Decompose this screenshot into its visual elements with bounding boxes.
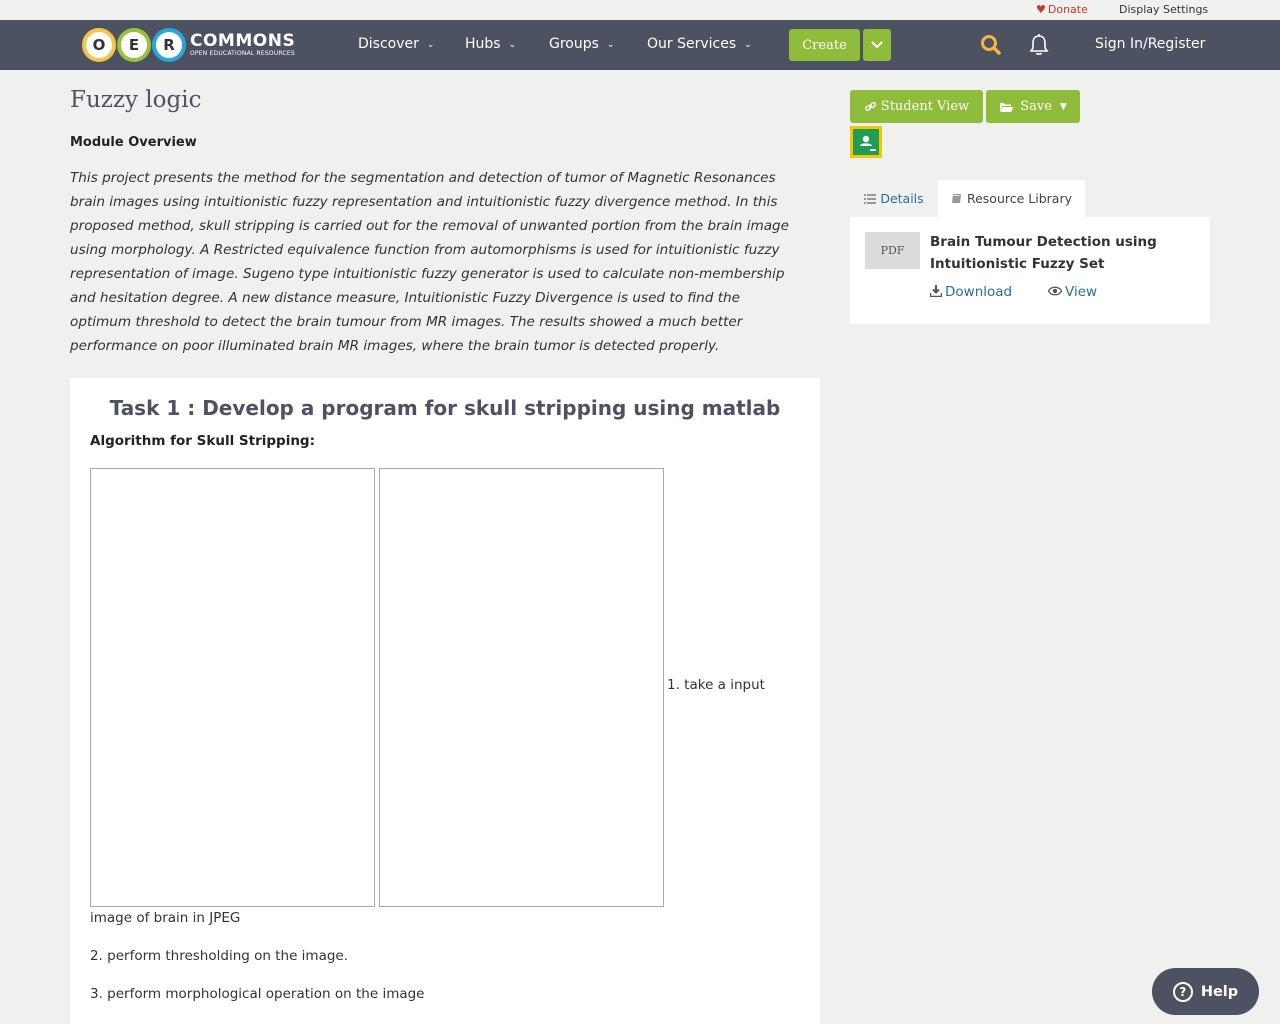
logo-commons: COMMONS [190, 31, 296, 51]
google-classroom-icon [853, 129, 879, 155]
heart-icon: ♥ [1036, 3, 1046, 16]
chevron-down-icon: ⌄ [426, 40, 435, 50]
question-circle-icon: ? [1173, 982, 1193, 1002]
student-view-label: Student View [880, 99, 970, 114]
link-icon [864, 100, 877, 113]
utility-bar [0, 0, 1280, 20]
eye-icon [1048, 286, 1062, 296]
nav-services-label: Our Services [647, 36, 737, 52]
help-button[interactable] [1152, 968, 1259, 1015]
sign-in-register-link[interactable]: Sign In/Register [1095, 36, 1206, 52]
chevron-down-icon: ⌄ [606, 40, 615, 50]
download-link[interactable] [930, 284, 1012, 300]
resource-library-panel [850, 217, 1210, 324]
create-button[interactable]: Create [789, 29, 860, 61]
create-dropdown-button[interactable] [863, 29, 891, 61]
image-placeholder [379, 468, 664, 907]
module-overview-text: This project presents the method for the segmentation and detection of tumor of Magnetic Resonances brain images using intuitionistic fuzzy representation and intuitionistic fuzzy divergence method. In this proposed method, skull stripping is carried out for the removal of unwanted portion from the brain image using morphology. A Restricted equivalence function from automorphisms is used for intuitionistic fuzzy representation of image. Sugeno type intuitionistic fuzzy generator is used to calculate non-membership and hesitation degree. A new distance measure, Intuitionistic Fuzzy Divergence is used to find the optimum threshold to detect the brain tumour from MR images. The results showed a much better performance on poor illuminated brain MR images, where the brain tumor is detected properly. [70, 170, 790, 354]
main-navbar [0, 20, 1280, 70]
student-view-button[interactable] [850, 90, 983, 123]
chevron-down-icon [871, 41, 883, 49]
nav-hubs[interactable] [465, 36, 516, 52]
pdf-thumbnail[interactable]: PDF [865, 232, 920, 269]
task-card [70, 378, 820, 1024]
step-2-text: 2. perform thresholding on the image. [90, 948, 349, 964]
display-settings-link[interactable]: Display Settings [1119, 3, 1209, 16]
save-label: Save [1020, 99, 1052, 114]
tab-details[interactable] [850, 180, 938, 217]
download-label: Download [945, 284, 1013, 300]
algorithm-label: Algorithm for Skull Stripping: [90, 433, 315, 449]
logo-tagline: OPEN EDUCATIONAL RESOURCES [190, 50, 295, 57]
nav-groups-label: Groups [549, 36, 599, 52]
chevron-down-icon: ⌄ [744, 40, 752, 50]
logo-letter-e: E [117, 28, 151, 62]
save-button[interactable] [986, 90, 1080, 123]
oer-commons-logo[interactable] [82, 25, 295, 65]
image-placeholder [90, 468, 375, 907]
nav-groups[interactable] [549, 36, 614, 52]
nav-hubs-label: Hubs [465, 36, 501, 52]
bell-icon[interactable] [1028, 33, 1050, 61]
caret-down-icon: ▼ [1059, 101, 1067, 112]
step-1-text-continued: image of brain in JPEG [90, 910, 241, 926]
folder-open-icon [999, 101, 1014, 113]
resource-title: Brain Tumour Detection using Intuitionistic Fuzzy Set [930, 234, 1157, 272]
step-3-text: 3. perform morphological operation on the image [90, 986, 425, 1002]
donate-label: Donate [1047, 3, 1088, 16]
module-overview-label: Module Overview [70, 135, 197, 150]
help-label: Help [1200, 983, 1239, 1000]
list-icon [864, 194, 876, 204]
view-link[interactable] [1048, 284, 1097, 300]
search-icon[interactable] [980, 34, 1002, 60]
nav-discover[interactable] [358, 36, 434, 52]
tab-library-label: Resource Library [966, 191, 1072, 206]
tab-details-label: Details [880, 191, 924, 206]
chevron-down-icon: ⌄ [508, 40, 517, 50]
download-icon [930, 285, 942, 297]
logo-letter-r: R [152, 28, 186, 62]
page-title: Fuzzy logic [70, 87, 202, 113]
nav-discover-label: Discover [358, 36, 419, 52]
tab-resource-library[interactable] [938, 180, 1085, 217]
nav-our-services[interactable] [647, 36, 752, 52]
task-heading: Task 1 : Develop a program for skull stripping using matlab [109, 396, 781, 420]
donate-link[interactable] [1036, 3, 1088, 16]
logo-wordmark [190, 32, 295, 58]
logo-letter-o: O [82, 28, 116, 62]
google-classroom-share-button[interactable] [850, 126, 882, 158]
book-icon [951, 193, 962, 204]
view-label: View [1065, 284, 1098, 300]
step-1-text: 1. take a input [667, 677, 765, 693]
